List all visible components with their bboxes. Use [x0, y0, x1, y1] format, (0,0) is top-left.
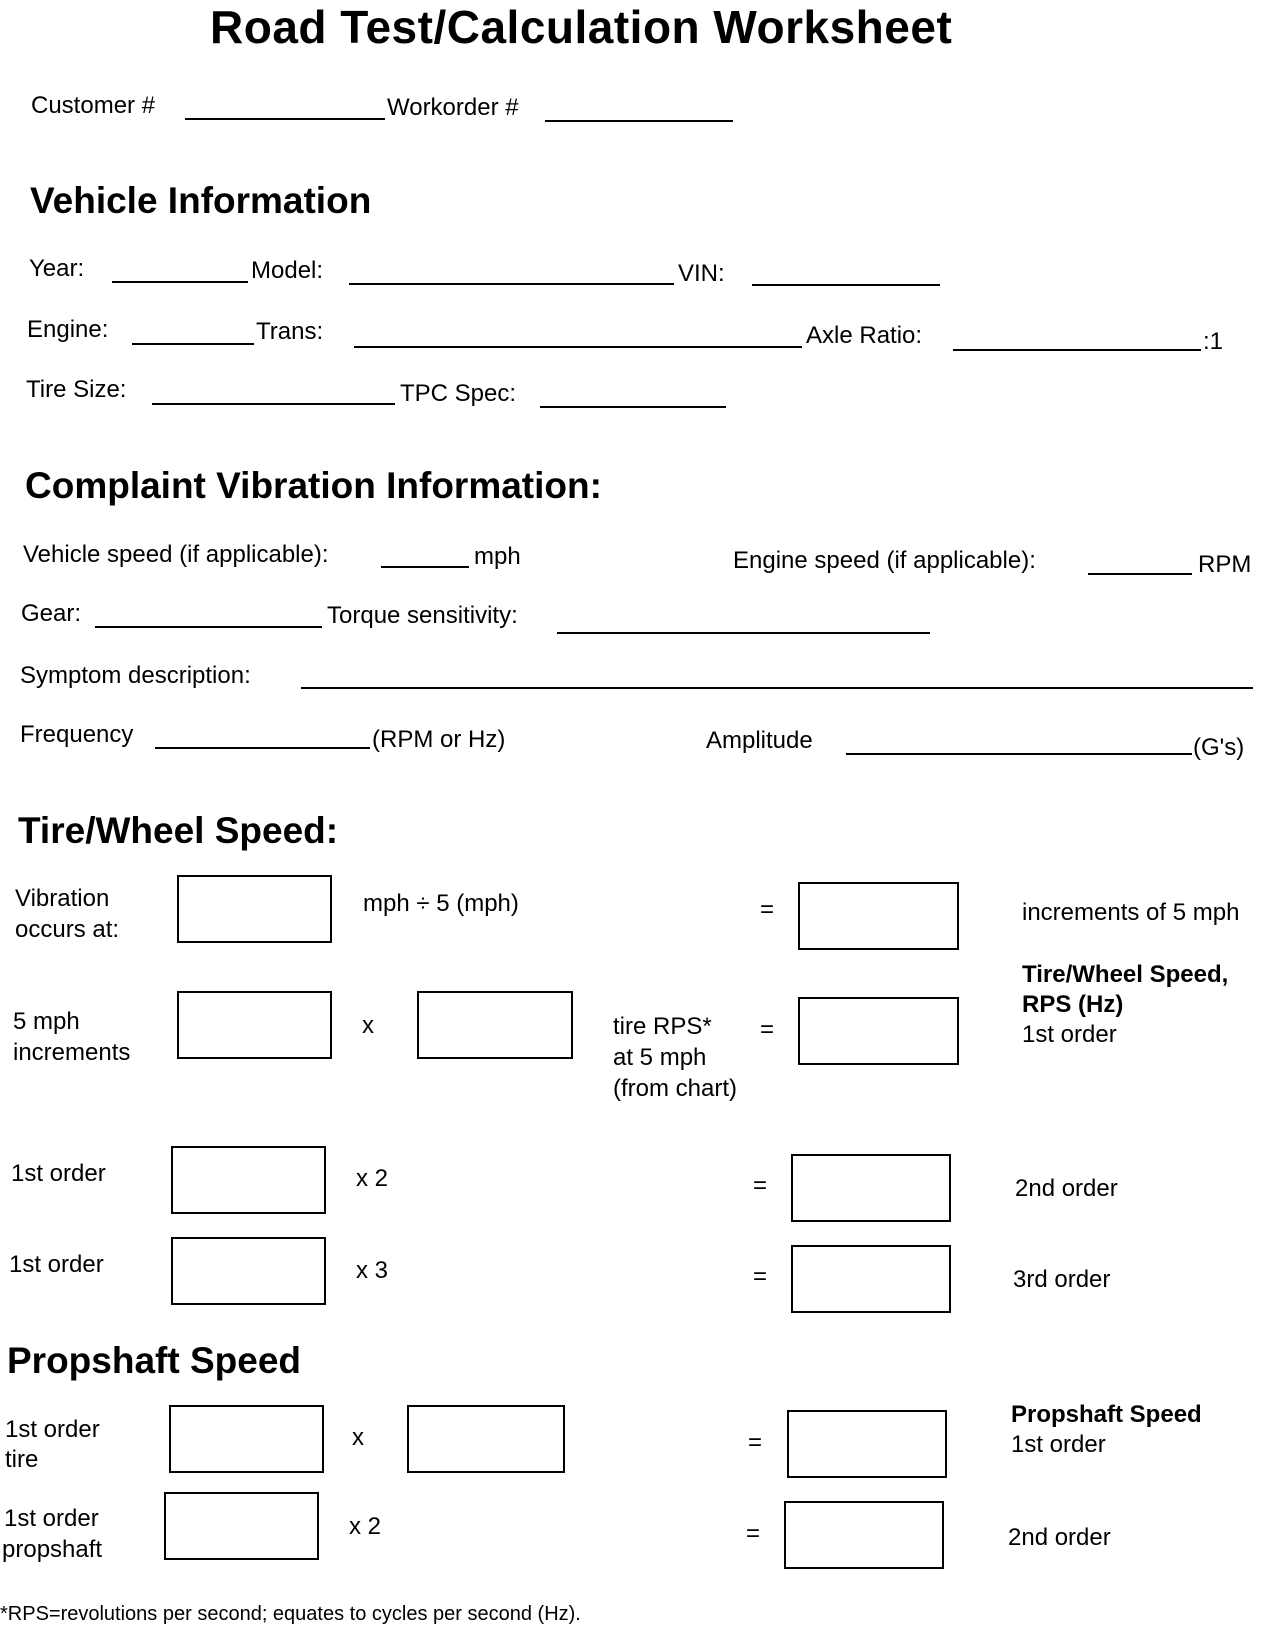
equals-sign: =: [760, 896, 775, 923]
propshaft-speed-label: Propshaft Speed: [1011, 1401, 1202, 1428]
second-order-result-box[interactable]: [791, 1154, 951, 1222]
tire-wheel-heading: Tire/Wheel Speed:: [18, 810, 339, 851]
first-order-tire-label-2: tire: [5, 1446, 39, 1473]
third-order-result-box[interactable]: [791, 1245, 951, 1313]
propshaft-first-order-label: 1st order: [1011, 1431, 1106, 1458]
axle-ratio-field[interactable]: [953, 349, 1201, 351]
frequency-label: Frequency: [20, 721, 134, 748]
engine-speed-field[interactable]: [1088, 573, 1192, 575]
equals-sign: =: [746, 1520, 761, 1547]
model-label: Model:: [251, 257, 324, 284]
rps-hz-label: RPS (Hz): [1022, 991, 1124, 1018]
model-field[interactable]: [349, 283, 674, 285]
frequency-unit: (RPM or Hz): [372, 726, 506, 753]
vibration-label-2: occurs at:: [15, 916, 120, 943]
year-field[interactable]: [112, 281, 248, 283]
amplitude-field[interactable]: [846, 753, 1192, 755]
torque-sensitivity-field[interactable]: [557, 632, 930, 634]
vehicle-speed-unit: mph: [474, 543, 521, 570]
first-order-result-label: 1st order: [1022, 1021, 1117, 1048]
engine-speed-unit: RPM: [1198, 551, 1252, 578]
increments-result-box[interactable]: [798, 882, 959, 950]
engine-speed-label: Engine speed (if applicable):: [733, 547, 1036, 574]
trans-label: Trans:: [256, 318, 324, 345]
times-three-operator: x 3: [356, 1257, 389, 1284]
first-order-propshaft-label-2: propshaft: [2, 1536, 103, 1563]
equals-sign: =: [753, 1263, 768, 1290]
propshaft-second-order-box[interactable]: [784, 1501, 944, 1569]
propshaft-first-order-box[interactable]: [787, 1410, 947, 1478]
vibration-label-1: Vibration: [15, 885, 110, 912]
multiply-operator: x: [352, 1424, 364, 1451]
rps-footnote: *RPS=revolutions per second; equates to cycles per second (Hz).: [0, 1603, 581, 1625]
gear-label: Gear:: [21, 600, 82, 627]
customer-field[interactable]: [185, 118, 385, 120]
tire-size-label: Tire Size:: [26, 376, 127, 403]
vehicle-speed-label: Vehicle speed (if applicable):: [23, 541, 329, 568]
first-order-tire-box[interactable]: [169, 1405, 324, 1473]
workorder-label: Workorder #: [387, 94, 519, 121]
increments-label-1: 5 mph: [13, 1008, 80, 1035]
equals-sign: =: [753, 1172, 768, 1199]
frequency-field[interactable]: [155, 747, 370, 749]
first-order-input-box[interactable]: [171, 1237, 326, 1305]
increments-label-2: increments: [13, 1039, 131, 1066]
equals-sign: =: [748, 1429, 763, 1456]
torque-sensitivity-label: Torque sensitivity:: [327, 602, 518, 629]
vehicle-info-heading: Vehicle Information: [30, 180, 372, 221]
tpc-spec-field[interactable]: [540, 406, 726, 408]
first-order-label: 1st order: [9, 1251, 104, 1278]
equals-sign: =: [760, 1016, 775, 1043]
axle-ratio-suffix: :1: [1203, 328, 1224, 355]
complaint-heading: Complaint Vibration Information:: [25, 465, 602, 506]
tire-rps-note-2: at 5 mph: [613, 1044, 707, 1071]
page-title: Road Test/Calculation Worksheet: [210, 1, 953, 53]
tire-size-field[interactable]: [152, 403, 395, 405]
tire-rps-note-3: (from chart): [613, 1075, 738, 1102]
first-order-propshaft-box[interactable]: [164, 1492, 319, 1560]
vin-field[interactable]: [752, 284, 940, 286]
trans-field[interactable]: [354, 346, 802, 348]
tpc-spec-label: TPC Spec:: [400, 380, 517, 407]
first-order-tire-label-1: 1st order: [5, 1416, 100, 1443]
workorder-field[interactable]: [545, 120, 733, 122]
year-label: Year:: [29, 255, 85, 282]
axle-ratio-label: Axle Ratio:: [806, 322, 923, 349]
amplitude-label: Amplitude: [706, 727, 813, 754]
increments-result-label: increments of 5 mph: [1022, 899, 1240, 926]
second-order-label: 2nd order: [1015, 1175, 1118, 1202]
times-two-operator: x 2: [349, 1513, 382, 1540]
symptom-description-label: Symptom description:: [20, 662, 251, 689]
increments-input-box[interactable]: [177, 991, 332, 1059]
first-order-input-box[interactable]: [171, 1146, 326, 1214]
third-order-label: 3rd order: [1013, 1266, 1111, 1293]
vin-label: VIN:: [678, 260, 725, 287]
first-order-label: 1st order: [11, 1160, 106, 1187]
engine-label: Engine:: [27, 316, 109, 343]
vehicle-speed-field[interactable]: [381, 566, 469, 568]
axle-multiplier-box[interactable]: [407, 1405, 565, 1473]
mph-divide-operator: mph ÷ 5 (mph): [363, 890, 519, 917]
customer-label: Customer #: [31, 92, 156, 119]
first-order-propshaft-label-1: 1st order: [4, 1505, 99, 1532]
propshaft-heading: Propshaft Speed: [7, 1340, 301, 1381]
engine-field[interactable]: [132, 343, 254, 345]
tire-wheel-speed-label: Tire/Wheel Speed,: [1022, 961, 1229, 988]
vibration-mph-box[interactable]: [177, 875, 332, 943]
gear-field[interactable]: [95, 626, 322, 628]
first-order-result-box[interactable]: [798, 997, 959, 1065]
multiply-operator: x: [362, 1012, 374, 1039]
symptom-description-field[interactable]: [301, 687, 1253, 689]
tire-rps-box[interactable]: [417, 991, 573, 1059]
amplitude-unit: (G's): [1193, 734, 1245, 761]
propshaft-second-order-label: 2nd order: [1008, 1524, 1111, 1551]
tire-rps-note-1: tire RPS*: [613, 1013, 712, 1040]
times-two-operator: x 2: [356, 1165, 389, 1192]
